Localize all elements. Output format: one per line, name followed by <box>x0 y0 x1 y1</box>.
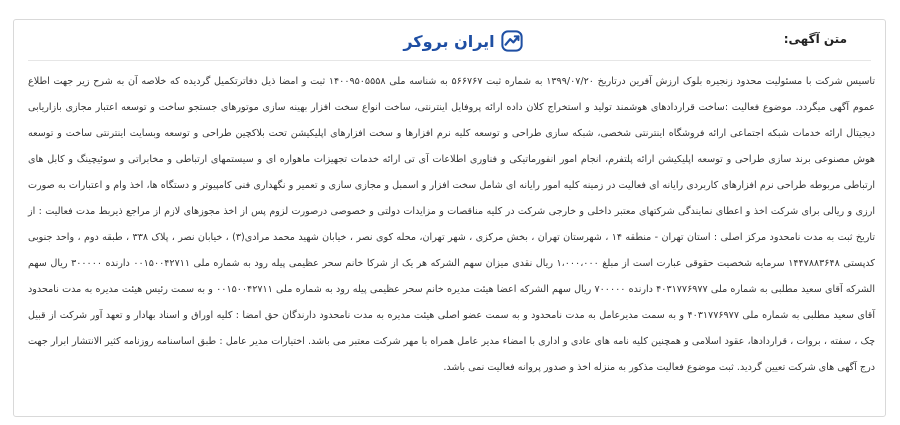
ad-heading: متن آگهی: <box>783 32 847 46</box>
ad-body-text: تاسیس شرکت با مسئولیت محدود زنجیره بلوک ارزش آفرین درتاریخ ۱۳۹۹/۰۷/۲۰ به شماره ثبت ۵۶۶۷۶۷ به شناسه ملی ۱۴۰۰۹۵۰۵۵۵۸ ثبت و امضا ذیل دفاترتکمیل گردیده که خلاصه آن به شرح زیر جهت اطلاع عموم آگهی میگردد. موضوع فعالیت :ساخت قراردادهای هوشمند تولید و استخراج کلان داده ارائه پروفایل اینترنتی، ساخت انواع سخت افزار بهینه سازی موتورهای جستجو ساخت و توسعه اعتبار مجازی بازاریابی دیجیتال ارائه خدمات شبکه اجتماعی ارائه فروشگاه اینترنتی شخصی، شبکه سازی طراحی و توسعه کلیه نرم افزارها و سخت افزارهای اپلیکیشن تحت بلاکچین طراحی و توسعه وبسایت اینترنتی ساخت و توسعه هوش مصنوعی برند سازی طراحی و توسعه اپلیکیشن ارائه پلتفرم، انجام امور انفورماتیکی و فناوری اطلاعات آی تی ارائه خدمات تجهیزات ماهواره ای و سیستمهای ارتباطی و مخابراتی و سوئیچینگ و کابل های ارتباطی مربوطه طراحی نرم افزارهای کاربردی رایانه ای فعالیت در زمینه کلیه امور رایانه ای شامل سخت افزار و اسمبل و مجازی سازی و تعمیر و نگهداری فنی کامپیوتر و دستگاه ها، اخذ وام و اعتبارات به صورت ارزی و ریالی برای شرکت اخذ و اعطای نمایندگی شرکتهای معتبر داخلی و خارجی شرکت در کلیه مناقصات و مزایدات دولتی و خصوصی درصورت لزوم پس از اخذ مجوزهای لازم از مراجع ذیربط مدت فعالیت : از تاریخ ثبت به مدت نامحدود مرکز اصلی : استان تهران - منطقه ۱۴ ، شهرستان تهران ، بخش مرکزی ، شهر تهران، محله کوی نصر ، خیابان شهید محمد مرادی(۳) ، خیابان نصر ، پلاک ۳۳۸ ، طبقه دوم ، واحد جنوبی کدپستی ۱۴۴۷۸۸۳۶۴۸ سرمایه شخصیت حقوقی عبارت است از مبلغ ۱،۰۰۰،۰۰۰ ریال نقدی میزان سهم الشرکه هر یک از شرکا خانم سحر عظیمی پیله رود به شماره ملی ۰۰۱۵۰۰۴۲۷۱۱ دارنده ۳۰۰۰۰۰ ریال سهم الشرکه آقای سعید مطلبی به شماره ملی ۴۰۳۱۷۷۶۹۷۷ دارنده ۷۰۰۰۰۰ ریال سهم الشرکه اعضا هیئت مدیره خانم سحر عظیمی پیله رود به شماره ملی ۰۰۱۵۰۰۴۲۷۱۱ و به سمت رئیس هیئت مدیره به مدت نامحدود آقای سعید مطلبی به شماره ملی ۴۰۳۱۷۷۶۹۷۷ و به سمت مدیرعامل به مدت نامحدود و به سمت عضو اصلی هیئت مدیره به مدت نامحدود دارندگان حق امضا : کلیه اوراق و اسناد بهادار و تعهد آور شرکت از قبیل چک ، سفته ، بروات ، قراردادها، عقود اسلامی و همچنین کلیه نامه های عادی و اداری با امضاء مدیر عامل همراه با مهر شرکت معتبر می باشد. اختیارات مدیر عامل : طبق اساسنامه روزنامه کثیر الانتشار ابرار جهت درج آگهی های شرکت تعیین گردید. ثبت موضوع فعالیت مذکور به منزله اخذ و صدور پروانه فعالیت نمی باشد. <box>28 76 876 373</box>
brand-name: ایران بروکر <box>403 31 495 51</box>
heading-divider <box>28 60 871 61</box>
ad-card <box>13 19 886 417</box>
brand-logo[interactable] <box>387 28 539 54</box>
chart-trend-icon <box>501 30 523 52</box>
